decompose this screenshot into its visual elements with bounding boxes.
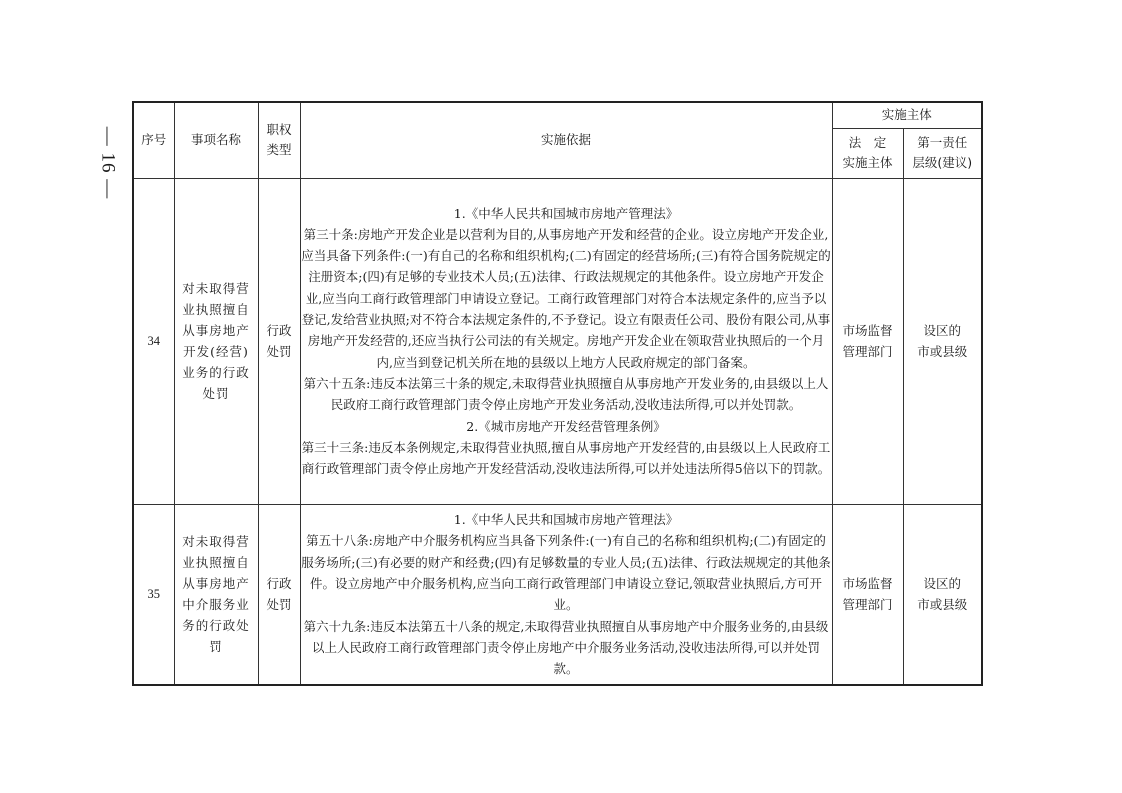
row-legal-subject (832, 504, 903, 685)
row-name-line: 开发(经营) (183, 344, 249, 359)
page-number (92, 118, 122, 208)
row-legal-subject (832, 178, 903, 504)
row-name-line: 对未取得营 (182, 281, 250, 296)
row-level-line: 设区的 (923, 323, 962, 338)
row-type (258, 504, 300, 685)
header-first-level (903, 128, 982, 178)
row-level-line: 设区的 (923, 576, 962, 592)
row-subject-line: 管理部门 (842, 344, 893, 359)
row-type (258, 178, 300, 504)
row-level-line: 市或县级 (917, 344, 968, 359)
basis-law-title: 1.《中华人民共和国城市房地产管理法》 (453, 205, 679, 221)
row-subject-line: 管理部门 (842, 597, 893, 613)
regulation-table (132, 101, 983, 686)
header-basis: 实施依据 (300, 102, 832, 178)
header-seq: 序号 (133, 102, 174, 178)
row-name-line: 业执照擅自 (182, 555, 250, 571)
row-type-line: 处罚 (266, 344, 292, 359)
row-name-line: 处罚 (202, 386, 230, 401)
header-type-line2: 类型 (266, 142, 292, 158)
basis-article: 第五十八条:房地产中介服务机构应当具备下列条件:(一)有自己的名称和组织机构;(二)有固定的服务场所;(三)有必要的财产和经费;(四)有足够数量的专业人员;(五)法律、行政法规规定的其他条件。设立房地产中介服务机构,应当向工商行政管理部门申请设立登记,领取营业执照后,方可开业。 (301, 533, 831, 613)
row-subject-line: 市场监督 (842, 323, 893, 338)
row-name-line: 业执照擅自 (182, 302, 250, 317)
row-basis (300, 504, 832, 685)
row-name-line: 罚 (209, 639, 223, 655)
row-name-line: 务的行政处 (182, 618, 250, 634)
row-name-line: 从事房地产 (182, 323, 250, 338)
row-type-line: 行政 (266, 323, 292, 338)
row-basis (300, 178, 832, 504)
basis-law-title: 1.《中华人民共和国城市房地产管理法》 (453, 512, 679, 528)
header-type-line1: 职权 (266, 122, 292, 138)
table-row (133, 504, 982, 685)
row-seq: 35 (133, 504, 174, 685)
basis-article: 第三十条:房地产开发企业是以营利为目的,从事房地产开发和经营的企业。设立房地产开发企业,应当具备下列条件:(一)有自己的名称和组织机构;(二)有固定的经营场所;(三)有符合国务院规定的注册资本;(四)有足够的专业技术人员;(五)法律、行政法规规定的其他条件。设立房地产开发企业,应当向工商行政管理部门申请设立登记。工商行政管理部门对符合本法规定条件的,应当予以登记,发给营业执照;对不符合本法规定条件的,不予登记。设立有限责任公司、股份有限公司,从事房地产开发经营的,还应当执行公司法的有关规定。房地产开发企业在领取营业执照后的一个月内,应当到登记机关所在地的县级以上地方人民政府规定的部门备案。 (301, 226, 831, 370)
header-legal-subject-line1: 法 定 (848, 135, 887, 150)
table-row (133, 178, 982, 504)
basis-law-title: 2.《城市房地产开发经营管理条例》 (466, 418, 666, 434)
header-first-level-line2: 层级(建议) (912, 155, 973, 170)
row-subject-line: 市场监督 (842, 576, 893, 592)
basis-article: 第六十五条:违反本法第三十条的规定,未取得营业执照擅自从事房地产开发业务的,由县级以上人民政府工商行政管理部门责令停止房地产开发业务活动,没收违法所得,可以并处罚款。 (303, 375, 829, 413)
row-first-level (903, 504, 982, 685)
row-name (174, 178, 258, 504)
row-name (174, 504, 258, 685)
row-first-level (903, 178, 982, 504)
row-name-line: 从事房地产 (182, 576, 250, 592)
page-number-text: — 16 — (97, 126, 118, 200)
header-type (258, 102, 300, 178)
header-name: 事项名称 (174, 102, 258, 178)
header-legal-subject-line2: 实施主体 (842, 155, 893, 170)
row-type-line: 行政 (266, 576, 292, 592)
basis-article: 第三十三条:违反本条例规定,未取得营业执照,擅自从事房地产开发经营的,由县级以上人民政府工商行政管理部门责令停止房地产开发经营活动,没收违法所得,可以并处违法所得5倍以下的罚款。 (301, 439, 831, 477)
row-name-line: 中介服务业 (182, 597, 250, 613)
basis-article: 第六十九条:违反本法第五十八条的规定,未取得营业执照擅自从事房地产中介服务业务的,由县级以上人民政府工商行政管理部门责令停止房地产中介服务业务活动,没收违法所得,可以并处罚款。 (303, 618, 829, 677)
row-level-line: 市或县级 (917, 597, 968, 613)
row-seq: 34 (133, 178, 174, 504)
header-legal-subject (832, 128, 903, 178)
row-type-line: 处罚 (266, 597, 292, 613)
row-name-line: 业务的行政 (182, 365, 250, 380)
header-first-level-line1: 第一责任 (917, 135, 968, 150)
header-subject-group: 实施主体 (832, 102, 982, 128)
row-name-line: 对未取得营 (182, 534, 250, 550)
